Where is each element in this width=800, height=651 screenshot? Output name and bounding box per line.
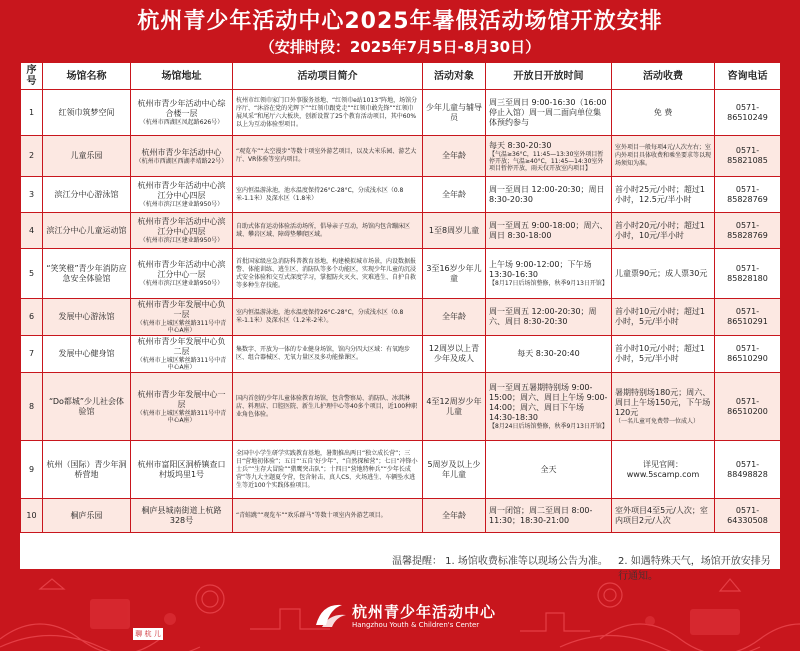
venue-name: 红领巾筑梦空间 — [43, 90, 131, 136]
address-main: 杭州市青少年发展中心一层 — [137, 389, 226, 409]
venue-target: 5周岁及以上少年儿童 — [423, 441, 486, 499]
venue-phone: 0571-86510249 — [715, 90, 781, 136]
venue-intro: 室内恒温游泳池，池水温度保持26°C-28°C，分成浅水区（0.8米-1.1米）及深水区（1.2米-2米）。 — [233, 299, 423, 336]
venue-address — [131, 213, 233, 249]
venue-address — [131, 336, 233, 373]
venue-intro: “青蛙跳”“观览车”“欢乐群马”等数十项室内外游艺项目。 — [233, 499, 423, 533]
fee-main: 暑期特别场180元；周六、周日上午场150元，下午场120元 — [615, 388, 711, 417]
address-detail: （杭州市滨江区建业路950号） — [139, 237, 224, 244]
venue-hours: 全天 — [486, 441, 612, 499]
venue-hours — [486, 373, 612, 441]
address-main: 杭州市青少年发展中心负二层 — [137, 337, 226, 356]
venue-name: “笑笑橙”青少年消防应急安全体验馆 — [43, 249, 131, 299]
header — [0, 0, 800, 62]
note-2: 2. 如遇特殊天气，场馆开放安排另行通知。 — [618, 556, 771, 582]
venue-intro: “观览车”“太空漫步”等数十项室外游艺项目，以及大米乐园、游艺大厅、VR体验等室内项目。 — [233, 136, 423, 177]
table-row — [21, 441, 781, 499]
venue-phone: 0571-86510290 — [715, 336, 781, 373]
table-row — [21, 213, 781, 249]
venue-fee: 首小时10元/小时；超过1小时，5元/半小时 — [612, 336, 715, 373]
venue-address: 杭州市富阳区洞桥镇查口村坂坞里1号 — [131, 441, 233, 499]
table-row — [21, 90, 781, 136]
venue-fee[interactable]: 详见官网：www.5scamp.com — [612, 441, 715, 499]
hours-note: 【8月17日后场馆整修，秋季9月13日开馆】 — [489, 280, 608, 287]
venue-name: 发展中心健身馆 — [43, 336, 131, 373]
venue-target: 全年龄 — [423, 499, 486, 533]
header-target: 活动对象 — [423, 63, 486, 90]
venue-intro: 首批国家级应急消防科普教育基地，构建模拟城市场景，内设数据报警、体能训练、逃生区、消防队等多个功能区，实现少年儿童的沉浸式安全体验和交互式深度学习，掌握防火灭火、灾难逃生、自护自救等多种生存技能。 — [233, 249, 423, 299]
venue-intro: 室内恒温游泳池，池水温度保持26°C-28°C，分成浅水区（0.8米-1.1米）及深水区（1.8米） — [233, 177, 423, 213]
venue-hours: 周一至周日 12:00-20:30；周日 8:30-20:30 — [486, 177, 612, 213]
schedule-table — [20, 62, 781, 533]
page-title: 杭州青少年活动中心2025年暑假活动场馆开放安排 — [137, 9, 663, 34]
venue-address — [131, 299, 233, 336]
header-hours: 开放日开放时间 — [486, 63, 612, 90]
logo-text-cn: 杭州青少年活动中心 — [352, 603, 497, 621]
venue-phone: 0571-64330508 — [715, 499, 781, 533]
venue-target: 4至12周岁少年儿童 — [423, 373, 486, 441]
venue-fee: 室外项目一般每项4元/人次左右；室内外项目具体收费和乘坐要求等以现场须知为准。 — [612, 136, 715, 177]
address-main: 杭州市青少年活动中心 — [141, 147, 222, 157]
venue-name: 桐庐乐园 — [43, 499, 131, 533]
header-name: 场馆名称 — [43, 63, 131, 90]
footer-decoration — [0, 569, 800, 651]
address-detail: （杭州市西湖区西湖孝靖路22号） — [135, 157, 228, 165]
address-detail: （杭州市上城区紫丝路311号中青中心A座） — [136, 357, 227, 371]
venue-hours: 周三至周日 9:00-16:30（16:00停止入馆）周一周二面向单位集体预约参与 — [486, 90, 612, 136]
header-no: 序号 — [21, 63, 43, 90]
venue-phone: 0571-88498828 — [715, 441, 781, 499]
row-no: 8 — [21, 373, 43, 441]
row-no: 3 — [21, 177, 43, 213]
row-no: 1 — [21, 90, 43, 136]
venue-address — [131, 90, 233, 136]
venue-intro: 国内首创的少年儿童体验教育场馆，包含警察局、消防队、冰淇淋店、料理店、口腔医院、新生儿护理中心等40多个项目，近100种职业角色体验。 — [233, 373, 423, 441]
table-row — [21, 177, 781, 213]
venue-phone: 0571-85828180 — [715, 249, 781, 299]
venue-address — [131, 136, 233, 177]
logo-text-en: Hangzhou Youth & Children's Center — [352, 621, 480, 629]
venue-name: 发展中心游泳馆 — [43, 299, 131, 336]
header-fee: 活动收费 — [612, 63, 715, 90]
venue-intro: 全国中小学生研学实践教育基地，暑期推出两日“独立成长营”；三日“营地初体验”；五日“‘五自’好少年”、“自然探秘营”；七日“冲锋小士兵”“生存大冒险”“猎鹰突击队”；十四日“营地特种兵”“少年长成营”等九大主题夏令营，包含射击、真人CS、火场逃生、车辆坠水逃生等近100个实践体验项目。 — [233, 441, 423, 499]
address-main: 杭州市青少年活动中心滨江分中心四层 — [137, 181, 226, 200]
schedule-panel — [20, 62, 780, 582]
center-logo — [312, 597, 512, 637]
table-row — [21, 373, 781, 441]
row-no: 9 — [21, 441, 43, 499]
venue-address — [131, 249, 233, 299]
venue-phone: 0571-85821085 — [715, 136, 781, 177]
venue-phone: 0571-85828769 — [715, 213, 781, 249]
table-row — [21, 336, 781, 373]
table-header-row — [21, 63, 781, 90]
seal-stamp: 聊 杭 儿 — [133, 628, 163, 640]
venue-target: 12周岁以上青少年及成人 — [423, 336, 486, 373]
address-detail: （杭州市上城区紫丝路311号中青中心A座） — [136, 409, 227, 424]
fee-note: （一名儿童可免费带一位成人） — [615, 418, 700, 425]
venue-intro: 集数字、开放为一体的专业健身场馆，馆内分四大区域：有氧跑步区、组合器械区、无氧力量区及多功能操课区。 — [233, 336, 423, 373]
venue-address — [131, 177, 233, 213]
row-no: 2 — [21, 136, 43, 177]
row-no: 5 — [21, 249, 43, 299]
hours-main: 每天 8:30-20:30 — [489, 140, 552, 150]
venue-hours — [486, 136, 612, 177]
venue-target: 全年龄 — [423, 299, 486, 336]
venue-target: 全年龄 — [423, 177, 486, 213]
hours-main: 周一至周五暑期特别场 9:00-15:00；周六、周日上午场 9:00-14:00；周六、周日下午场 14:30-18:30 — [489, 383, 608, 422]
page-subtitle: （安排时段：2025年7月5日-8月30日） — [259, 38, 541, 56]
venue-hours: 周一至周五 12:00-20:30；周六、周日 8:30-20:30 — [486, 299, 612, 336]
address-main: 杭州市青少年活动中心综合楼一层 — [137, 99, 226, 118]
venue-name: 滨江分中心儿童运动馆 — [43, 213, 131, 249]
venue-address — [131, 373, 233, 441]
venue-fee — [612, 373, 715, 441]
venue-fee: 首小时10元/小时；超过1小时，5元/半小时 — [612, 299, 715, 336]
venue-target: 全年龄 — [423, 136, 486, 177]
venue-name: 滨江分中心游泳馆 — [43, 177, 131, 213]
venue-fee: 首小时20元/小时；超过1小时，10元/半小时 — [612, 213, 715, 249]
venue-intro: 杭州市红领巾家门口外事服务基地、“红领巾e站1013”阵地，场馆分序厅、“沐浴在党的光辉下”“红领巾跟党走”“红领巾敢先锋”“红领巾展风采”和尾厅六大板块，创新设置了25个教育活动项目，其中60%以上为互动体验型项目。 — [233, 90, 423, 136]
venue-hours: 周一闭馆；周二至周日 8:00-11:30；18:30-21:00 — [486, 499, 612, 533]
table-row — [21, 299, 781, 336]
row-no: 10 — [21, 499, 43, 533]
venue-hours: 每天 8:30-20:40 — [486, 336, 612, 373]
row-no: 7 — [21, 336, 43, 373]
header-phone: 咨询电话 — [715, 63, 781, 90]
venue-phone: 0571-86510291 — [715, 299, 781, 336]
table-row — [21, 136, 781, 177]
hours-main: 上午场 9:00-12:00；下午场 13:30-16:30 — [489, 260, 592, 279]
address-main: 杭州市青少年发展中心负一层 — [137, 300, 226, 319]
venue-hours: 周一至周五 9:00-18:00；周六、周日 8:30-18:00 — [486, 213, 612, 249]
venue-name: 杭州（国际）青少年洞桥营地 — [43, 441, 131, 499]
header-address: 场馆地址 — [131, 63, 233, 90]
venue-fee: 室外项目4至5元/人次；室内项目2元/人次 — [612, 499, 715, 533]
header-intro: 活动项目简介 — [233, 63, 423, 90]
table-row — [21, 249, 781, 299]
venue-name: “Do都城”少儿社会体验馆 — [43, 373, 131, 441]
venue-name: 儿童乐园 — [43, 136, 131, 177]
venue-intro: 自助式体育运动体验活动场所，倡导亲子互动，场馆内包含蹦床区域、攀岩区域、障碍垫攀爬区域。 — [233, 213, 423, 249]
venue-target: 3至16岁少年儿童 — [423, 249, 486, 299]
reminder-notes — [20, 550, 780, 582]
venue-target: 1至8周岁儿童 — [423, 213, 486, 249]
address-main: 杭州市青少年活动中心滨江分中心一层 — [137, 260, 226, 279]
table-row — [21, 499, 781, 533]
logo-mark-icon — [312, 599, 348, 631]
row-no: 6 — [21, 299, 43, 336]
hours-note: 【气温≥36°C，11:45—13:30室外项目暂停开放；气温≥40°C，11:45—14:30室外项目暂停开放，雨天仅开放室内项目】 — [489, 150, 604, 172]
venue-address: 桐庐县城南街道上杭路328号 — [131, 499, 233, 533]
address-detail: （杭州市西湖区凤起路626号） — [139, 119, 224, 126]
hours-note: 【8月24日后场馆整修，秋季9月13日开馆】 — [489, 423, 608, 430]
venue-fee: 儿童票90元；成人票30元 — [612, 249, 715, 299]
address-detail: （杭州市上城区紫丝路311号中青中心A座） — [136, 320, 227, 334]
venue-fee: 首小时25元/小时；超过1小时，12.5元/半小时 — [612, 177, 715, 213]
venue-hours — [486, 249, 612, 299]
row-no: 4 — [21, 213, 43, 249]
address-main: 杭州市青少年活动中心滨江分中心四层 — [137, 217, 226, 236]
venue-phone: 0571-86510200 — [715, 373, 781, 441]
venue-target: 少年儿童与辅导员 — [423, 90, 486, 136]
venue-phone: 0571-85828769 — [715, 177, 781, 213]
note-1: 温馨提醒： 1. 场馆收费标准等以现场公告为准。 — [392, 556, 608, 567]
address-detail: （杭州市滨江区建业路950号） — [139, 201, 224, 208]
address-detail: （杭州市滨江区建业路950号） — [139, 280, 224, 287]
venue-fee: 免 费 — [612, 90, 715, 136]
